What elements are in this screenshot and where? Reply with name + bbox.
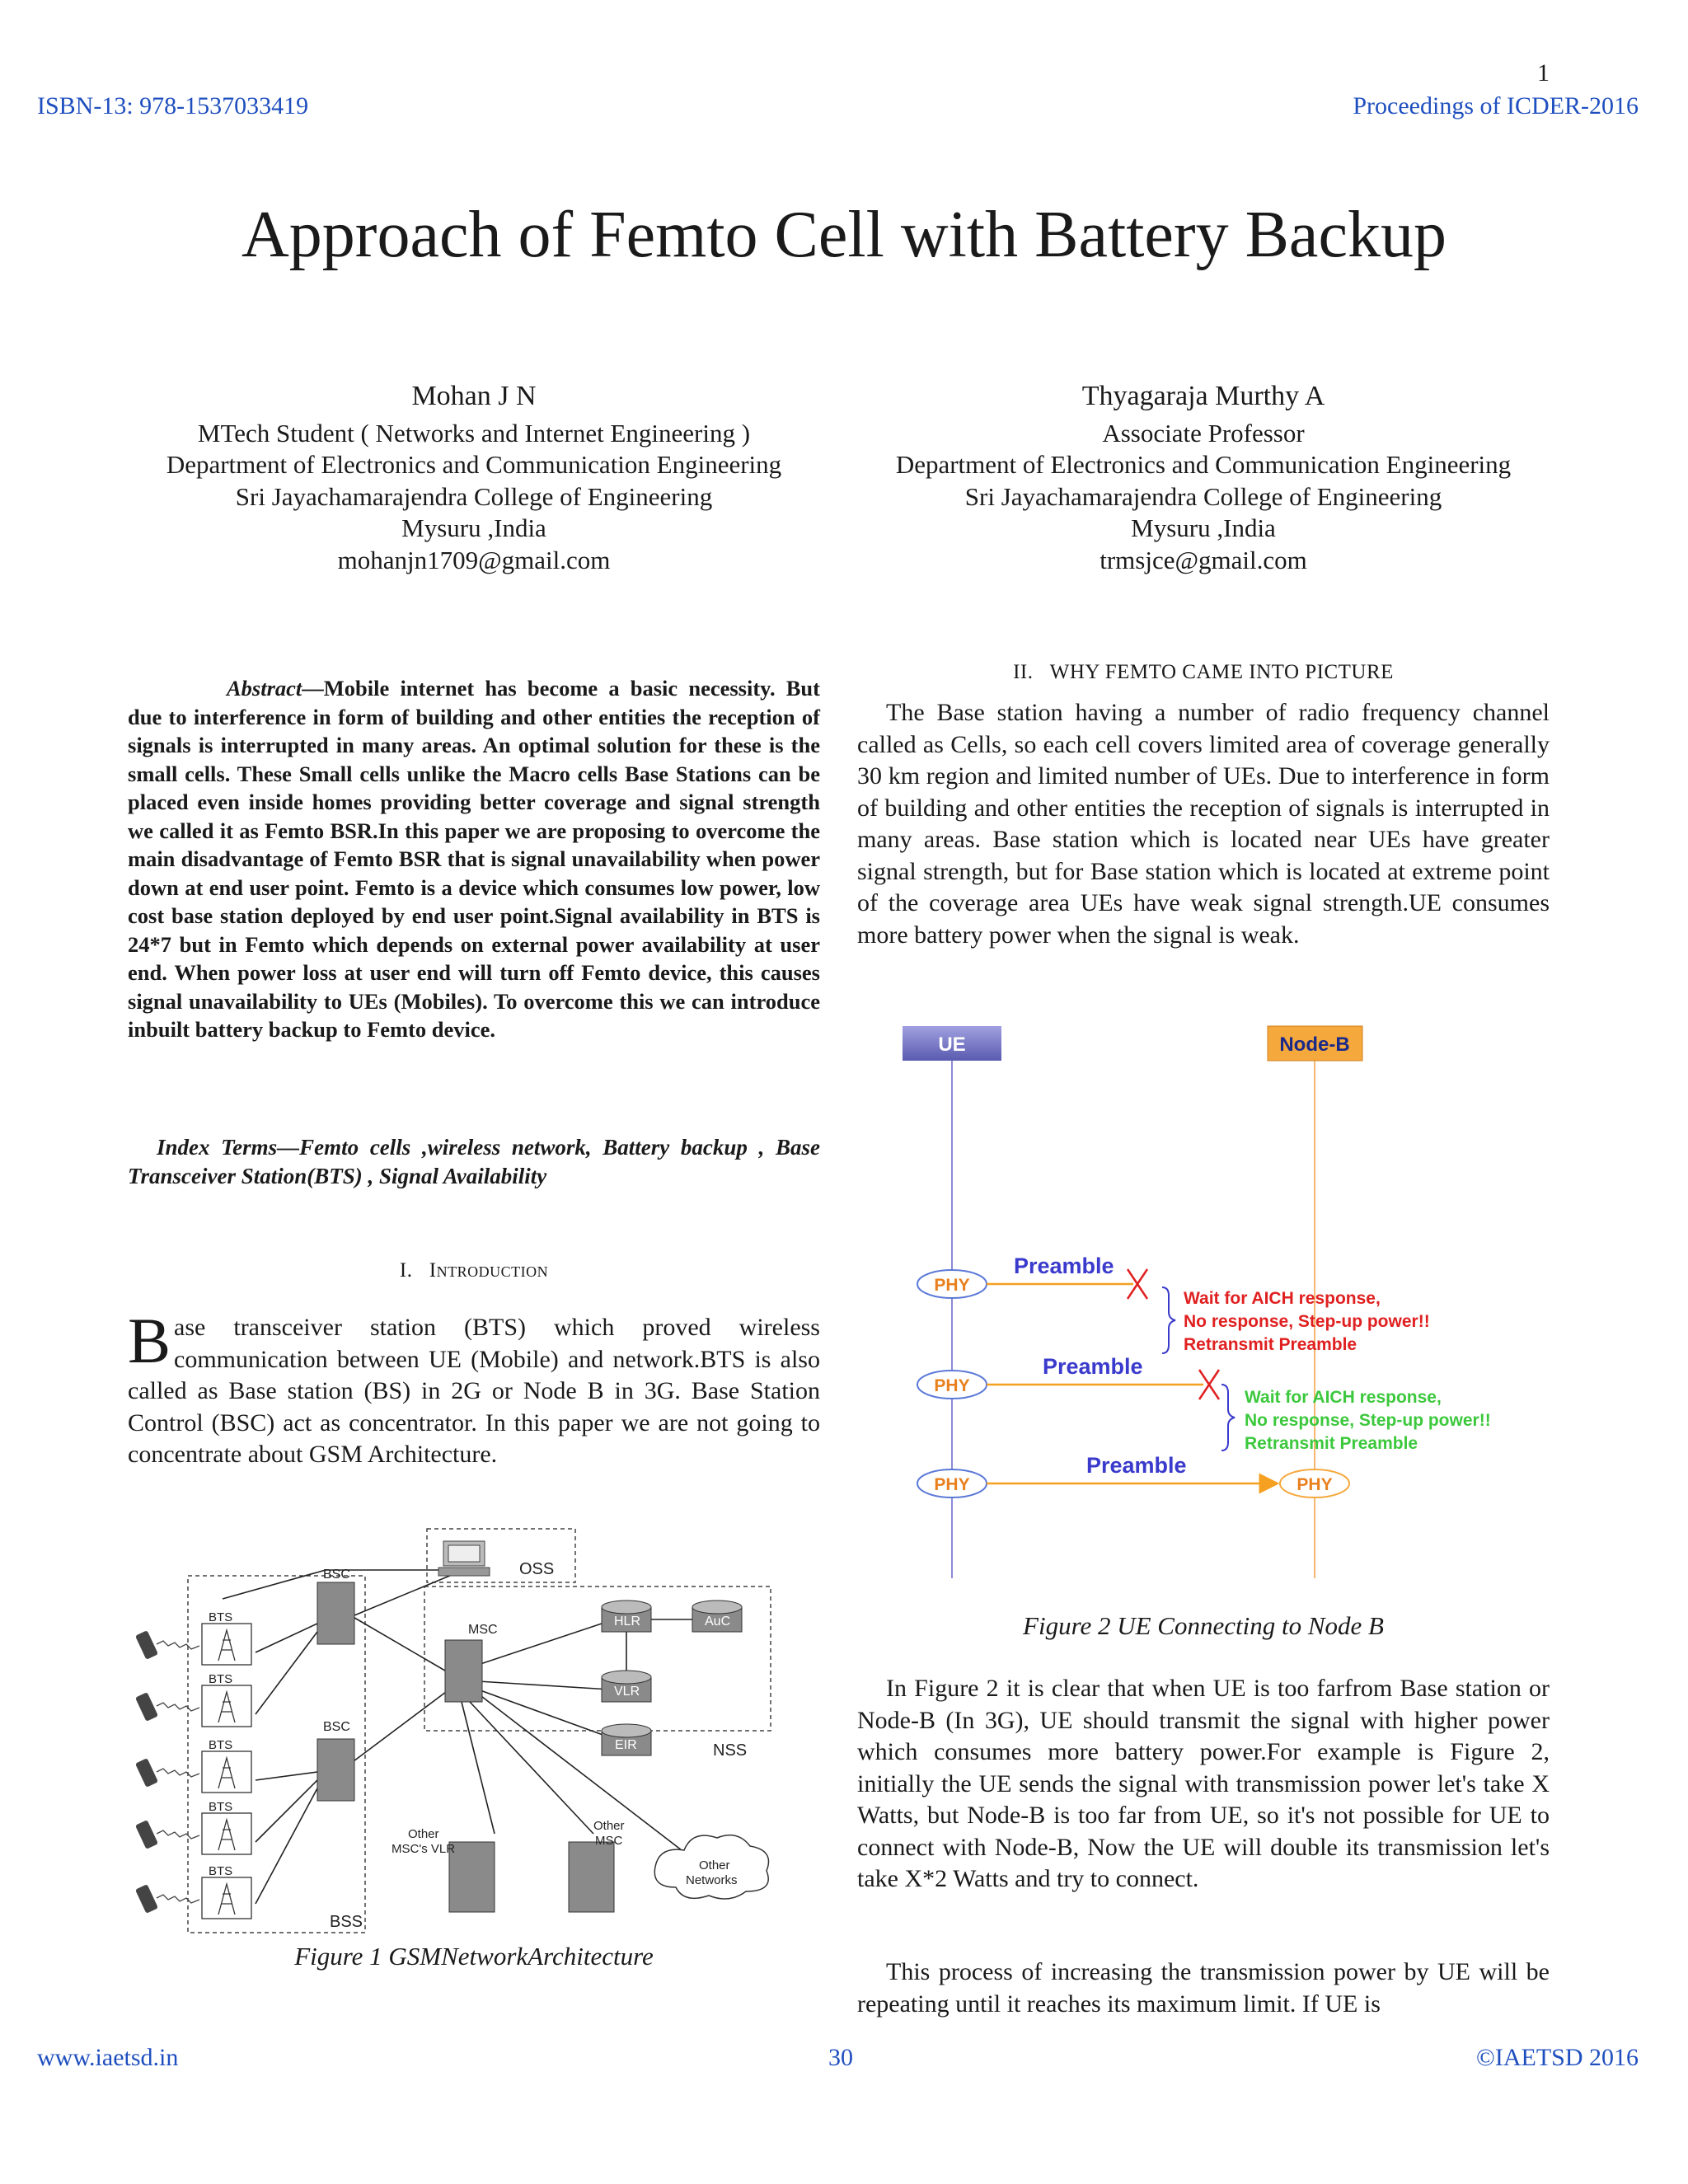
abstract-text: Mobile internet has become a basic necessity. But due to interference in form of building and other entities the reception of signals is interrupted in many areas. An optimal solution for these is the small cells. These Small cells unlike the Macro cells Base Stations can be placed even inside homes providing better coverage and signal strength we called it as Femto BSR.In this paper we are proposing to overcome the main disadvantage of Femto BSR that is signal unavailability when power down at end user point. Femto is a device which consumes low power, low cost base station deployed by end user point.Signal availability in BTS is 24*7 but in Femto which depends on external power availability at user end. When power loss at user end will turn off Femto device, this causes signal unavailability to UEs (Mobiles). To overcome this we can introduce inbuilt battery backup to Femto device.	[128, 676, 820, 1042]
msg2-line-2: No response, Step-up power!!	[1245, 1411, 1491, 1430]
drop-cap: B	[128, 1305, 171, 1376]
figure1-caption: Figure 1 GSMNetworkArchitecture	[294, 1942, 654, 1971]
section-heading-why-femto	[857, 661, 1550, 684]
proceedings-label: Proceedings of ICDER-2016	[1353, 92, 1639, 120]
page-number: 1	[1537, 59, 1550, 87]
phy-label-1: PHY	[934, 1276, 970, 1295]
abstract-dash: —	[302, 676, 324, 701]
author-email: trmsjce@gmail.com	[1100, 545, 1307, 574]
isbn-label: ISBN-13: 978-1537033419	[37, 92, 309, 120]
bts-label-4: BTS	[209, 1800, 233, 1814]
bss-label: BSS	[330, 1913, 363, 1931]
author-block-2	[841, 381, 1566, 576]
bsc-unit-2	[317, 1739, 354, 1801]
author-name: Mohan J N	[411, 381, 537, 411]
phy-label-2: PHY	[934, 1376, 970, 1395]
section-title: WHY FEMTO CAME INTO PICTURE	[1049, 661, 1394, 683]
index-terms: Index Terms—Femto cells ,wireless network, Battery backup , Base Transceiver Station(BTS) , Signal Availability	[128, 1135, 820, 1188]
author-block-1	[111, 381, 837, 576]
author-college: Sri Jayachamarajendra College of Engineering	[235, 481, 713, 511]
author-college: Sri Jayachamarajendra College of Engineering	[964, 481, 1442, 511]
figure2-caption: Figure 2 UE Connecting to Node B	[1023, 1611, 1384, 1640]
author-role: Associate Professor	[1102, 418, 1305, 448]
other-msc-unit	[569, 1842, 614, 1912]
footer-page-number: 30	[828, 2044, 853, 2071]
msg1-line-1: Wait for AICH response,	[1184, 1289, 1381, 1308]
bsc-unit-1	[317, 1582, 354, 1644]
footer-copyright: ©IAETSD 2016	[1476, 2044, 1639, 2071]
abstract-label: Abstract	[227, 676, 302, 701]
section-number: I.	[399, 1259, 413, 1282]
nss-label: NSS	[713, 1741, 748, 1760]
introduction-text: ase transceiver station (BTS) which proved wireless communication between UE (Mobile) and network.BTS is also called as Base station (BS) in 2G or Node B in 3G. Base Station Control (BSC) act as concentrator. In this paper we are not going to concentrate about GSM Architecture.	[128, 1314, 820, 1468]
section-title: Introduction	[429, 1259, 549, 1282]
section-heading-introduction	[128, 1259, 820, 1282]
other-vlr-unit	[449, 1842, 495, 1912]
author-location: Mysuru ,India	[1131, 513, 1276, 542]
why-femto-paragraph-2: In Figure 2 it is clear that when UE is too farfrom Base station or Node-B (In 3G), UE should transmit the signal with higher power which consumes more battery power.For example is Figure 2, initially the UE sends the signal with transmission power let's take X Watts, but Node-B is too far from UE, so it's not possible for UE to connect with Node-B, Now the UE will double its transmission let's take X*2 Watts and try to connect.	[857, 1675, 1550, 1892]
msc-label: MSC	[468, 1623, 498, 1637]
footer-website[interactable]: www.iaetsd.in	[37, 2044, 179, 2071]
preamble-label-1: Preamble	[1014, 1254, 1114, 1278]
other-networks-label-1: Other	[699, 1858, 730, 1872]
bsc-label-1: BSC	[323, 1568, 350, 1582]
introduction-paragraph	[128, 1305, 820, 1471]
preamble-label-2: Preamble	[1043, 1354, 1143, 1379]
nodeb-label: Node-B	[1279, 1033, 1350, 1056]
gsm-architecture-figure	[132, 1525, 775, 1937]
other-msc-label-1: Other	[593, 1819, 625, 1833]
phy-label-3: PHY	[934, 1475, 970, 1494]
abstract	[128, 674, 820, 1044]
other-msc-label-2: MSC	[595, 1834, 623, 1848]
preamble-label-3: Preamble	[1086, 1453, 1187, 1478]
mobile-phones	[135, 1630, 158, 1914]
msg2-line-1: Wait for AICH response,	[1245, 1388, 1442, 1407]
author-dept: Department of Electronics and Communication Engineering	[166, 450, 782, 479]
author-name: Thyagaraja Murthy A	[1081, 381, 1325, 411]
author-email: mohanjn1709@gmail.com	[337, 545, 611, 574]
author-dept: Department of Electronics and Communication Engineering	[895, 450, 1512, 479]
msg1-line-3: Retransmit Preamble	[1184, 1335, 1357, 1354]
other-vlr-label-2: MSC's VLR	[392, 1842, 456, 1856]
bts-label-5: BTS	[209, 1864, 233, 1878]
brace-2	[1221, 1385, 1235, 1451]
hlr-label: HLR	[614, 1615, 641, 1629]
msg1-line-2: No response, Step-up power!!	[1184, 1312, 1430, 1331]
brace-1	[1162, 1287, 1175, 1353]
oss-label: OSS	[519, 1560, 555, 1578]
auc-label: AuC	[705, 1615, 731, 1629]
author-location: Mysuru ,India	[401, 513, 546, 542]
eir-label: EIR	[615, 1738, 637, 1752]
vlr-label: VLR	[614, 1685, 640, 1699]
ue-label: UE	[938, 1033, 966, 1056]
why-femto-paragraph-1: The Base station having a number of radio frequency channel called as Cells, so each cell covers limited area of coverage generally 30 km region and limited number of UEs. Due to interference in form of building and other entities the reception of signals is interrupted in many areas. Base station which is located near UEs have greater signal strength, but for Base station which is located at extreme point of the coverage area UEs have weak signal strength.UE consumes more battery power when the signal is weak.	[857, 699, 1550, 949]
msc-unit	[445, 1640, 482, 1702]
bts-label-3: BTS	[209, 1738, 233, 1752]
why-femto-paragraph-3: This process of increasing the transmission power by UE will be repeating until it reaches its maximum limit. If UE is	[857, 1958, 1550, 2018]
bsc-label-2: BSC	[323, 1720, 350, 1734]
author-role: MTech Student ( Networks and Internet Engineering )	[197, 418, 751, 448]
ue-nodeb-sequence-figure	[898, 1022, 1525, 1582]
section-number: II.	[1013, 661, 1034, 683]
bts-label-2: BTS	[209, 1672, 233, 1686]
bts-label-1: BTS	[209, 1610, 233, 1624]
paper-title: Approach of Femto Cell with Battery Backup	[241, 199, 1447, 271]
other-networks-label-2: Networks	[686, 1873, 738, 1887]
phy-label-nodeb: PHY	[1296, 1475, 1333, 1494]
msg2-line-3: Retransmit Preamble	[1245, 1434, 1418, 1453]
other-vlr-label-1: Other	[408, 1827, 439, 1841]
